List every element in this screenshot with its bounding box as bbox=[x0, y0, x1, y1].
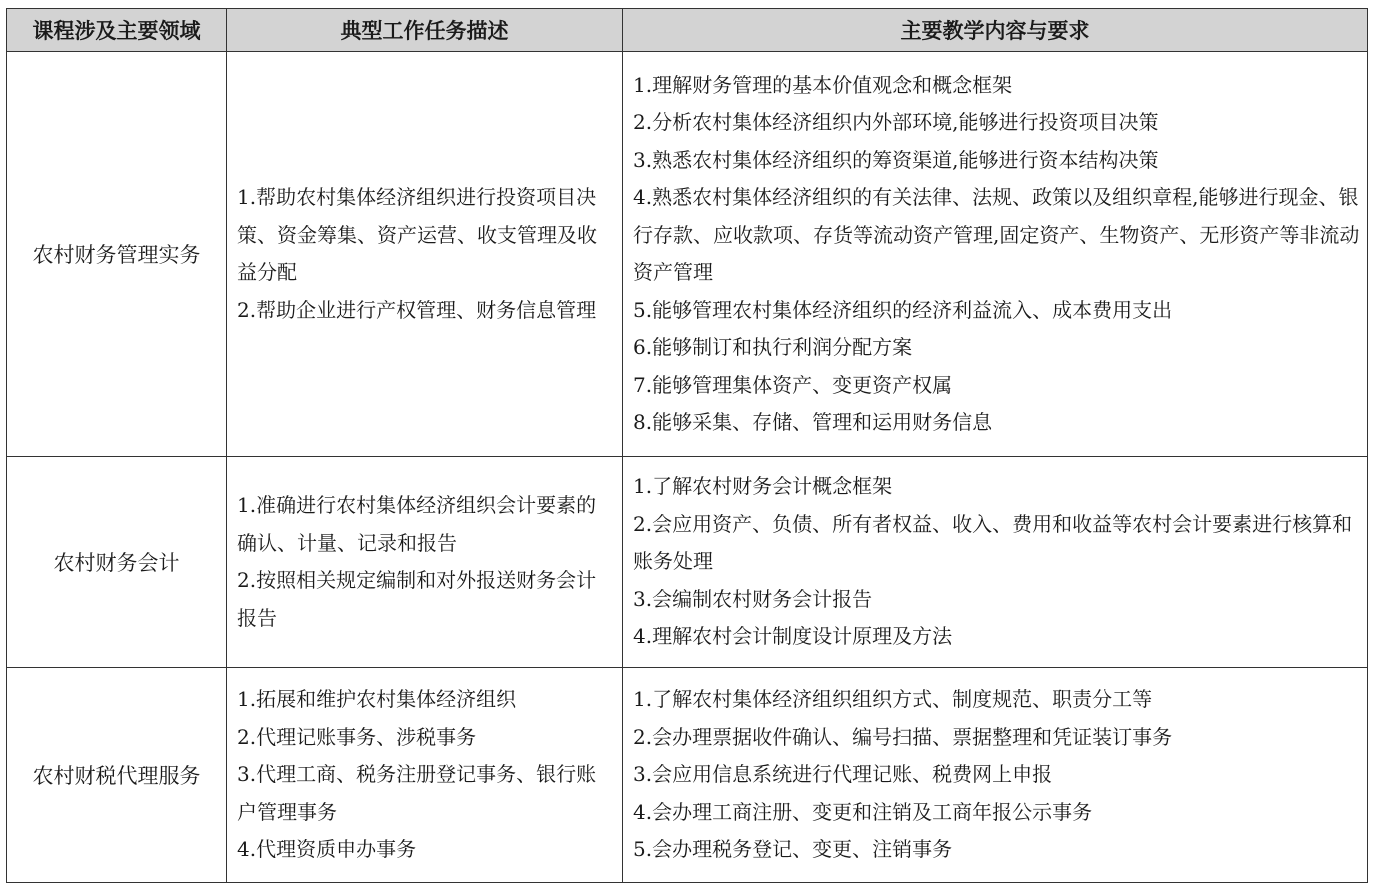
header-area: 课程涉及主要领域 bbox=[7, 9, 227, 52]
tasks-cell bbox=[227, 52, 623, 457]
area-cell: 农村财务管理实务 bbox=[7, 52, 227, 457]
curriculum-table bbox=[6, 8, 1368, 883]
requirement-item: 3.会编制农村财务会计报告 bbox=[633, 586, 873, 611]
requirement-item: 4.会办理工商注册、变更和注销及工商年报公示事务 bbox=[633, 799, 1093, 824]
requirement-item: 2.分析农村集体经济组织内外部环境,能够进行投资项目决策 bbox=[633, 110, 1159, 134]
task-item: 2.帮助企业进行产权管理、财务信息管理 bbox=[237, 297, 597, 322]
requirement-item: 4.理解农村会计制度设计原理及方法 bbox=[633, 624, 953, 649]
requirement-item: 3.熟悉农村集体经济组织的筹资渠道,能够进行资本结构决策 bbox=[633, 147, 1159, 172]
task-item: 2.代理记账事务、涉税事务 bbox=[237, 724, 477, 749]
table-header bbox=[7, 9, 1368, 52]
area-cell: 农村财税代理服务 bbox=[7, 668, 227, 883]
table-row bbox=[7, 52, 1368, 457]
requirements-cell bbox=[623, 457, 1368, 668]
task-item: 1.帮助农村集体经济组织进行投资项目决策、资金筹集、资产运营、收支管理及收益分配 bbox=[237, 185, 597, 284]
requirement-item: 2.会应用资产、负债、所有者权益、收入、费用和收益等农村会计要素进行核算和账务处理 bbox=[633, 511, 1353, 574]
area-cell: 农村财务会计 bbox=[7, 457, 227, 668]
requirement-item: 3.会应用信息系统进行代理记账、税费网上申报 bbox=[633, 762, 1053, 787]
task-item: 1.准确进行农村集体经济组织会计要素的确认、计量、记录和报告 bbox=[237, 493, 597, 555]
requirement-item: 1.理解财务管理的基本价值观念和概念框架 bbox=[633, 72, 1013, 97]
task-item: 3.代理工商、税务注册登记事务、银行账户管理事务 bbox=[237, 762, 597, 824]
requirements-cell bbox=[623, 52, 1368, 457]
requirements-cell bbox=[623, 668, 1368, 883]
header-requirements: 主要教学内容与要求 bbox=[623, 9, 1368, 52]
requirement-item: 4.熟悉农村集体经济组织的有关法律、法规、政策以及组织章程,能够进行现金、银行存款、应收款项、存货等流动资产管理,固定资产、生物资产、无形资产等非流动资产管理 bbox=[633, 185, 1360, 284]
task-item: 4.代理资质申办事务 bbox=[237, 837, 417, 862]
requirement-item: 7.能够管理集体资产、变更资产权属 bbox=[633, 372, 953, 397]
table-body bbox=[7, 52, 1368, 883]
tasks-cell bbox=[227, 668, 623, 883]
task-item: 2.按照相关规定编制和对外报送财务会计报告 bbox=[237, 568, 597, 630]
requirement-item: 8.能够采集、存储、管理和运用财务信息 bbox=[633, 410, 993, 434]
requirement-item: 5.能够管理农村集体经济组织的经济利益流入、成本费用支出 bbox=[633, 297, 1173, 322]
requirement-item: 6.能够制订和执行利润分配方案 bbox=[633, 335, 913, 359]
table-row bbox=[7, 668, 1368, 883]
requirement-item: 1.了解农村财务会计概念框架 bbox=[633, 474, 893, 499]
header-tasks: 典型工作任务描述 bbox=[227, 9, 623, 52]
table-row bbox=[7, 457, 1368, 668]
requirement-item: 5.会办理税务登记、变更、注销事务 bbox=[633, 837, 953, 862]
tasks-cell bbox=[227, 457, 623, 668]
requirement-item: 2.会办理票据收件确认、编号扫描、票据整理和凭证装订事务 bbox=[633, 724, 1173, 749]
requirement-item: 1.了解农村集体经济组织组织方式、制度规范、职责分工等 bbox=[633, 687, 1153, 712]
task-item: 1.拓展和维护农村集体经济组织 bbox=[237, 687, 517, 712]
header-row bbox=[7, 9, 1368, 52]
